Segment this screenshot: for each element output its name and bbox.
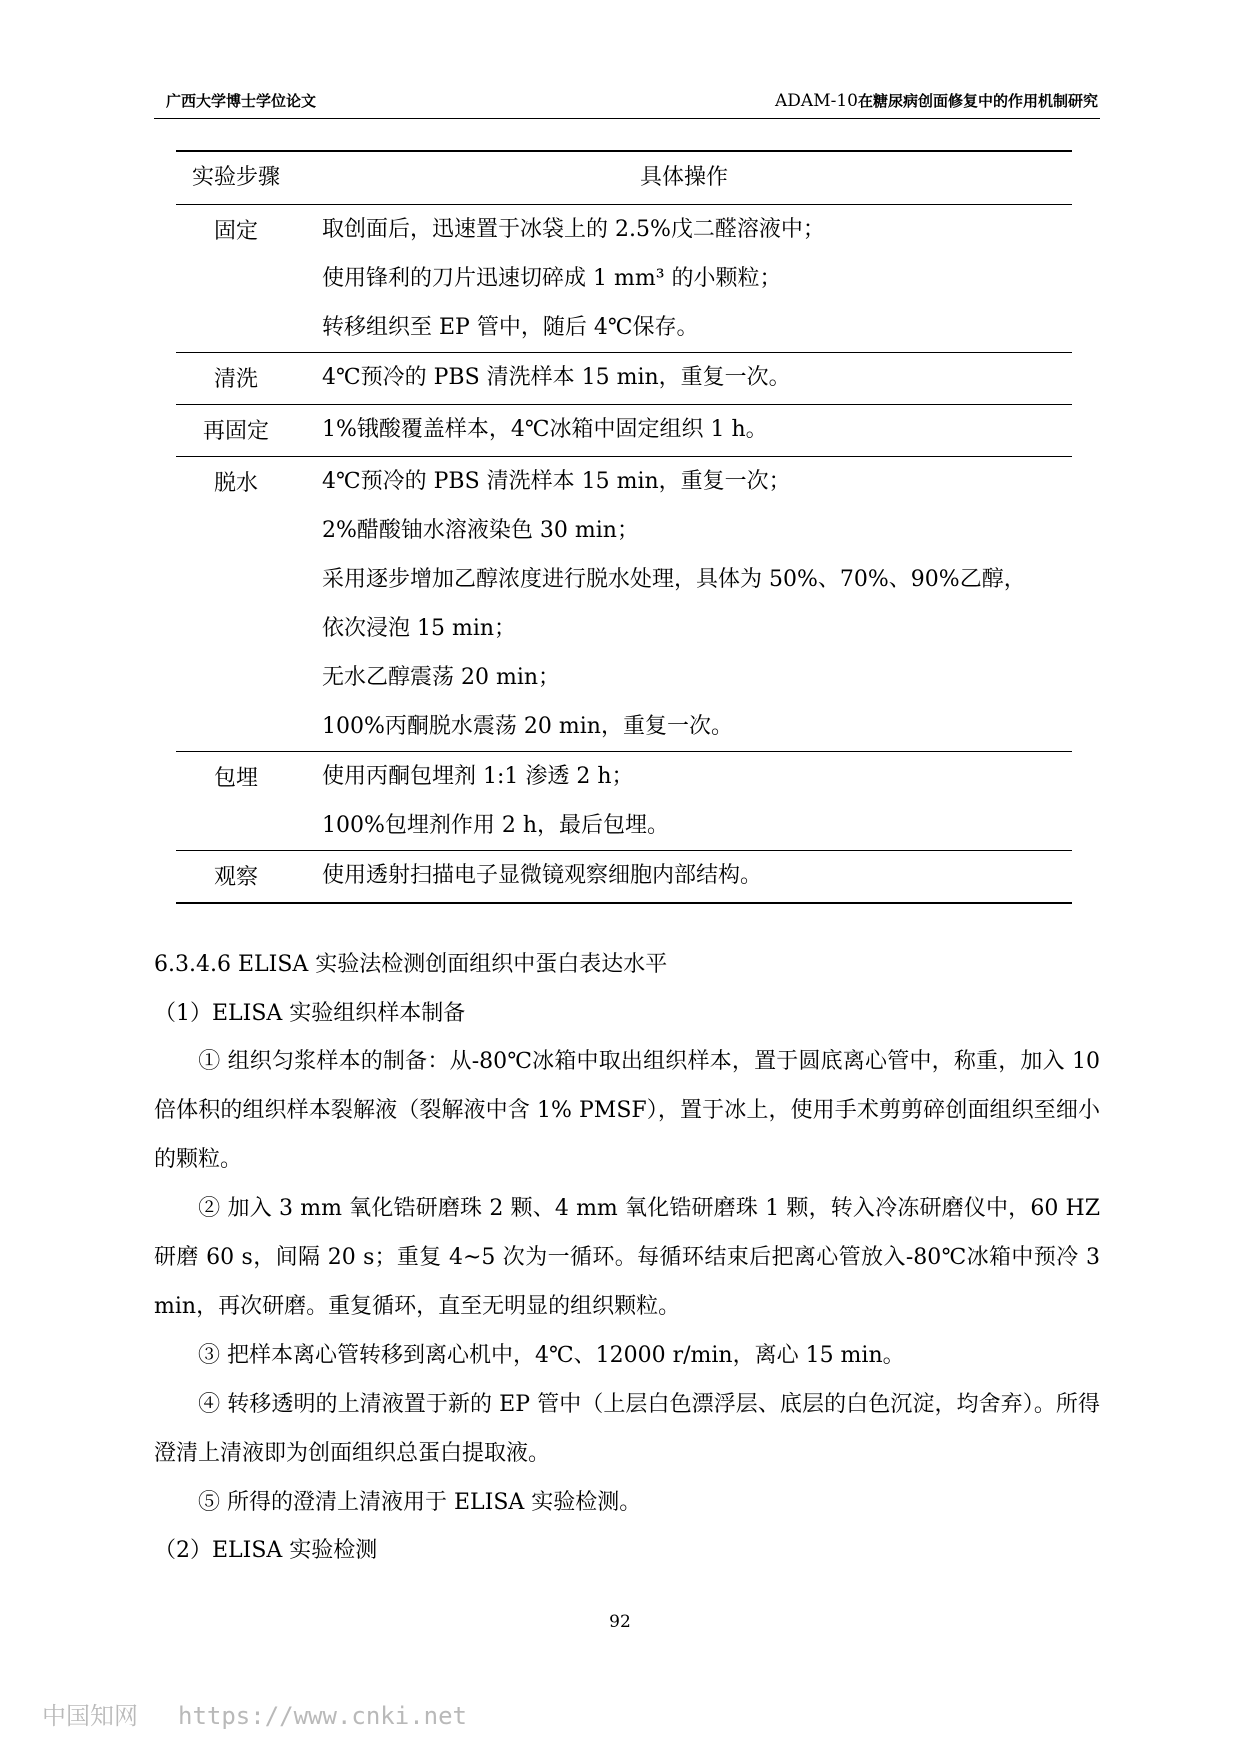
- op-line: 4℃预冷的 PBS 清洗样本 15 min，重复一次。: [322, 365, 791, 390]
- op-line: 使用锋利的刀片迅速切碎成 1 mm³ 的小颗粒；: [322, 266, 782, 291]
- page-number: 92: [609, 1612, 631, 1632]
- step-cell: 固定: [176, 205, 296, 353]
- ops-cell: [296, 353, 1072, 405]
- step-cell: 脱水: [176, 457, 296, 752]
- running-header: [154, 82, 1100, 119]
- ops-cell: [296, 752, 1072, 851]
- table-row: [176, 457, 1072, 752]
- subsection-1: （1）ELISA 实验组织样本制备: [154, 1001, 466, 1026]
- ops-cell: [296, 457, 1072, 752]
- procedure-table: [176, 150, 1072, 904]
- op-line: 转移组织至 EP 管中，随后 4℃保存。: [322, 315, 699, 340]
- op-line: 4℃预冷的 PBS 清洗样本 15 min，重复一次；: [322, 469, 791, 494]
- paragraph-4: ④ 转移透明的上清液置于新的 EP 管中（上层白色漂浮层、底层的白色沉淀，均舍弃）。所得澄清上清液即为创面组织总蛋白提取液。: [154, 1392, 1100, 1466]
- section-title: 6.3.4.6 ELISA 实验法检测创面组织中蛋白表达水平: [154, 952, 668, 977]
- header-thesis-label: 广西大学博士学位论文: [166, 92, 317, 110]
- ops-cell: [296, 405, 1072, 457]
- op-line: 无水乙醇震荡 20 min；: [322, 665, 561, 690]
- step-cell: 清洗: [176, 353, 296, 405]
- step-cell: 再固定: [176, 405, 296, 457]
- ops-cell: [296, 205, 1072, 353]
- paragraph-2: ② 加入 3 mm 氧化锆研磨珠 2 颗、4 mm 氧化锆研磨珠 1 颗，转入冷冻研磨仪中，60 HZ 研磨 60 s，间隔 20 s；重复 4~5 次为一循环。每循环结束后把离心管放入-80℃冰箱中预冷 3 min，再次研磨。重复循环，直至无明显的组织颗粒。: [154, 1196, 1100, 1319]
- op-line: 采用逐步增加乙醇浓度进行脱水处理，具体为 50%、70%、90%乙醇，: [322, 567, 1026, 592]
- op-line: 取创面后，迅速置于冰袋上的 2.5%戊二醛溶液中；: [322, 217, 825, 242]
- table-row: [176, 405, 1072, 457]
- table-header-step: 实验步骤: [176, 151, 296, 205]
- op-line: 100%包埋剂作用 2 h，最后包埋。: [322, 813, 670, 838]
- op-line: 依次浸泡 15 min；: [322, 616, 517, 641]
- op-line: 2%醋酸铀水溶液染色 30 min；: [322, 518, 639, 543]
- cnki-watermark: 中国知网 https://www.cnki.net: [42, 1702, 467, 1730]
- paragraph-3: ③ 把样本离心管转移到离心机中，4℃、12000 r/min，离心 15 min。: [198, 1343, 905, 1368]
- paragraph-5: ⑤ 所得的澄清上清液用于 ELISA 实验检测。: [198, 1490, 642, 1515]
- op-line: 1%锇酸覆盖样本，4℃冰箱中固定组织 1 h。: [322, 417, 768, 442]
- op-line: 使用透射扫描电子显微镜观察细胞内部结构。: [322, 863, 763, 888]
- table-row: [176, 205, 1072, 353]
- header-thesis-title: ADAM-10在糖尿病创面修复中的作用机制研究: [775, 91, 1098, 111]
- table-row: [176, 752, 1072, 851]
- op-line: 使用丙酮包埋剂 1:1 渗透 2 h；: [322, 764, 634, 789]
- subsection-2: （2）ELISA 实验检测: [154, 1538, 378, 1563]
- table-row: [176, 353, 1072, 405]
- step-cell: 包埋: [176, 752, 296, 851]
- table-header-ops: 具体操作: [296, 151, 1072, 205]
- step-cell: 观察: [176, 851, 296, 904]
- ops-cell: [296, 851, 1072, 904]
- op-line: 100%丙酮脱水震荡 20 min，重复一次。: [322, 714, 733, 739]
- table-row: [176, 851, 1072, 904]
- paragraph-1: ① 组织匀浆样本的制备：从-80℃冰箱中取出组织样本，置于圆底离心管中，称重，加入 10 倍体积的组织样本裂解液（裂解液中含 1% PMSF），置于冰上，使用手术剪剪碎创面组织至细小的颗粒。: [154, 1049, 1100, 1172]
